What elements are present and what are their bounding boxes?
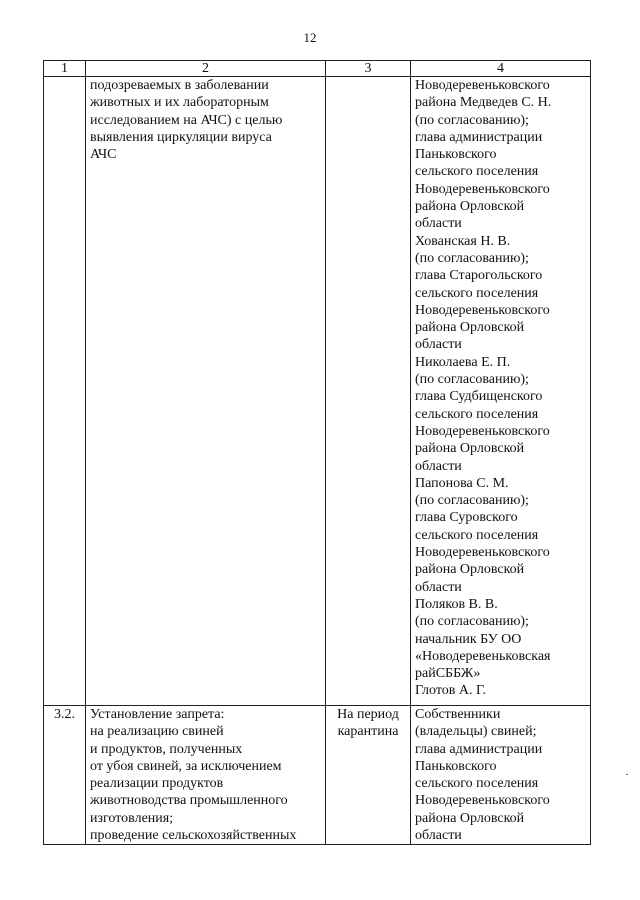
text-line: на реализацию свиней <box>90 724 224 740</box>
period-cell <box>326 706 411 845</box>
text-line: На период <box>337 707 399 722</box>
text-line: района Орловской <box>415 562 525 578</box>
text-line: Установление запрета: <box>90 707 225 722</box>
text-line: сельского поселения <box>415 164 539 180</box>
text-line: глава Судбищенского <box>415 389 543 405</box>
text-line: Собственники <box>415 707 501 722</box>
text-line: Хованская Н. В. <box>415 233 511 249</box>
table-row <box>44 77 591 706</box>
text-line: Новодеревеньковского <box>415 181 550 197</box>
page-number: 12 <box>303 30 317 45</box>
text-line: Новодеревеньковского <box>415 793 550 809</box>
text-line: АЧС <box>90 147 117 163</box>
text-line: области <box>415 458 462 474</box>
text-line: сельского поселения <box>415 776 539 792</box>
text-line: выявления циркуляции вируса <box>90 129 272 145</box>
text-line: района Орловской <box>415 320 525 336</box>
text-line: области <box>415 579 462 595</box>
scan-speck <box>626 774 628 775</box>
text-line: Паньковского <box>415 758 497 774</box>
table-header-row <box>44 61 591 77</box>
text-line: района Медведев С. Н. <box>415 95 552 111</box>
responsible-cell <box>411 706 591 845</box>
text-line: проведение сельскохозяйственных <box>90 828 297 844</box>
text-line: (по согласованию); <box>415 614 529 630</box>
text-line: и продуктов, полученных <box>90 741 243 757</box>
text-line: района Орловской <box>415 199 525 215</box>
text-line: (по согласованию); <box>415 493 529 509</box>
text-line: глава Старогольского <box>415 268 543 284</box>
text-line: начальник БУ ОО <box>415 631 522 647</box>
text-line: «Новодеревеньковская <box>415 648 551 664</box>
column-header-1: 1 <box>44 61 86 77</box>
text-line: глава Суровского <box>415 510 518 526</box>
text-line: сельского поселения <box>415 527 539 543</box>
text-line: области <box>415 828 462 844</box>
measure-cell <box>86 77 326 706</box>
row-number-cell <box>44 77 86 706</box>
text-line: райСББЖ» <box>415 666 481 682</box>
text-line: глава администрации <box>415 129 543 145</box>
text-line: области <box>415 216 462 232</box>
column-header-2: 2 <box>86 61 326 77</box>
text-line: животных и их лабораторным <box>90 95 269 111</box>
text-line: изготовления; <box>90 810 174 826</box>
text-line: (по согласованию); <box>415 250 529 266</box>
column-header-3: 3 <box>326 61 411 77</box>
text-line: района Орловской <box>415 810 525 826</box>
measures-table <box>43 60 591 845</box>
text-line: Паньковского <box>415 147 497 163</box>
text-line: (по согласованию); <box>415 372 529 388</box>
row-number-cell: 3.2. <box>44 706 86 845</box>
text-line: Новодеревеньковского <box>415 302 550 318</box>
table-row <box>44 706 591 845</box>
text-line: Папонова С. М. <box>415 475 509 491</box>
text-line: подозреваемых в заболевании <box>90 78 269 93</box>
period-cell <box>326 77 411 706</box>
text-line: (по согласованию); <box>415 112 529 128</box>
text-line: района Орловской <box>415 441 525 457</box>
text-line: области <box>415 337 462 353</box>
text-line: от убоя свиней, за исключением <box>90 758 282 774</box>
text-line: глава администрации <box>415 741 543 757</box>
text-line: Новодеревеньковского <box>415 423 550 439</box>
text-line: сельского поселения <box>415 285 539 301</box>
measure-cell <box>86 706 326 845</box>
text-line: (владельцы) свиней; <box>415 724 537 740</box>
text-line: карантина <box>337 724 399 740</box>
text-line: Новодеревеньковского <box>415 78 550 93</box>
text-line: исследованием на АЧС) с целью <box>90 112 283 128</box>
text-line: Глотов А. Г. <box>415 683 487 699</box>
text-line: животноводства промышленного <box>90 793 288 809</box>
text-line: Поляков В. В. <box>415 596 498 612</box>
text-line: реализации продуктов <box>90 776 224 792</box>
column-header-4: 4 <box>411 61 591 77</box>
text-line: сельского поселения <box>415 406 539 422</box>
text-line: Новодеревеньковского <box>415 545 550 561</box>
responsible-cell <box>411 77 591 706</box>
text-line: Николаева Е. П. <box>415 354 511 370</box>
